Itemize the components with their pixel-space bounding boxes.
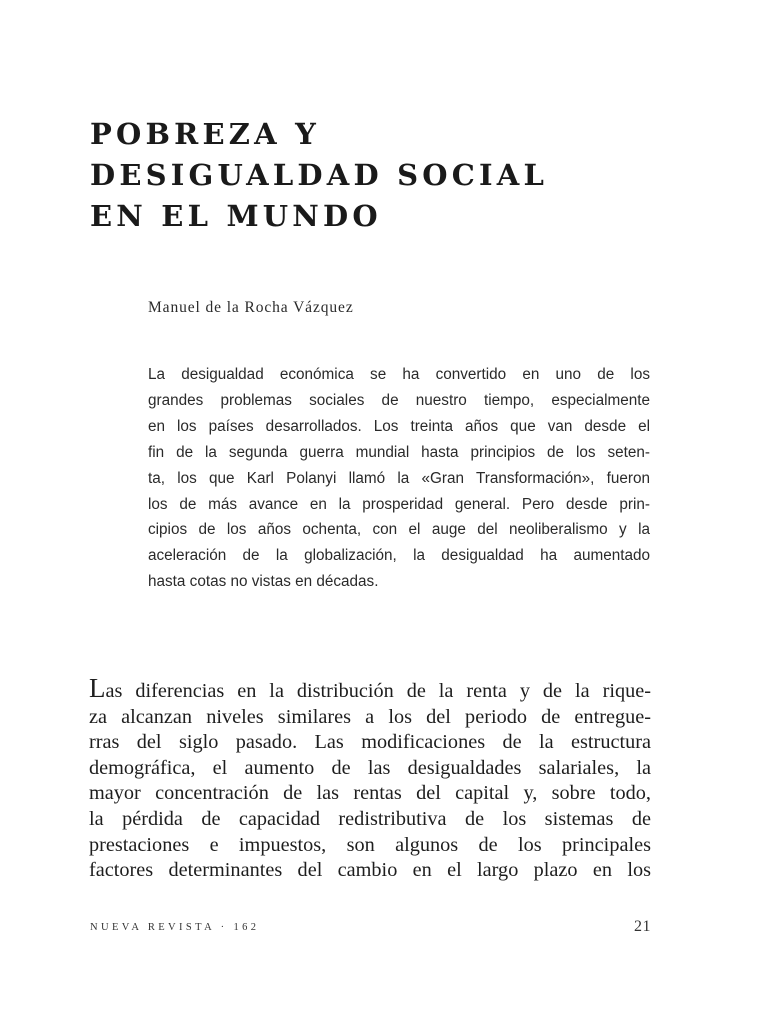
abstract-line: ta, los que Karl Polanyi llamó la «Gran Transformación», fueron	[148, 469, 650, 487]
body-line: factores determinantes del cambio en el largo plazo en los	[89, 859, 651, 882]
abstract-line: fin de la segunda guerra mundial hasta principios de los seten-	[148, 443, 650, 461]
body-line-first	[89, 673, 651, 705]
abstract	[148, 362, 650, 595]
abstract-line: los de más avance en la prosperidad general. Pero desde prin-	[148, 495, 650, 513]
article-title	[90, 114, 690, 237]
journal-footer: NUEVA REVISTA · 162	[90, 922, 260, 933]
body-text	[89, 673, 651, 884]
abstract-line: en los países desarrollados. Los treinta años que van desde el	[148, 417, 650, 435]
author-name: Manuel de la Rocha Vázquez	[148, 299, 354, 316]
title-line: POBREZA Y	[90, 117, 321, 151]
body-first-line-text: as diferencias en la distribución de la renta y de la rique-	[105, 680, 651, 702]
page-number: 21	[634, 918, 651, 935]
title-line: EN EL MUNDO	[90, 199, 382, 233]
drop-cap: L	[89, 673, 106, 703]
abstract-line: aceleración de la globalización, la desigualdad ha aumentado	[148, 547, 650, 565]
abstract-line: cipios de los años ochenta, con el auge del neoliberalismo y la	[148, 521, 650, 539]
body-line: la pérdida de capacidad redistributiva de los sistemas de	[89, 807, 651, 830]
body-line: rras del siglo pasado. Las modificaciones de la estructura	[89, 731, 651, 754]
abstract-line: hasta cotas no vistas en décadas.	[148, 573, 379, 591]
body-line: mayor concentración de las rentas del capital y, sobre todo,	[89, 782, 651, 805]
body-line: demográfica, el aumento de las desigualdades salariales, la	[89, 756, 651, 779]
body-line: za alcanzan niveles similares a los del periodo de entregue-	[89, 705, 651, 728]
title-line: DESIGUALDAD SOCIAL	[90, 158, 549, 192]
abstract-line: La desigualdad económica se ha convertido en uno de los	[148, 366, 650, 383]
body-line: prestaciones e impuestos, son algunos de los principales	[89, 833, 651, 856]
abstract-line: grandes problemas sociales de nuestro tiempo, especialmente	[148, 391, 650, 409]
